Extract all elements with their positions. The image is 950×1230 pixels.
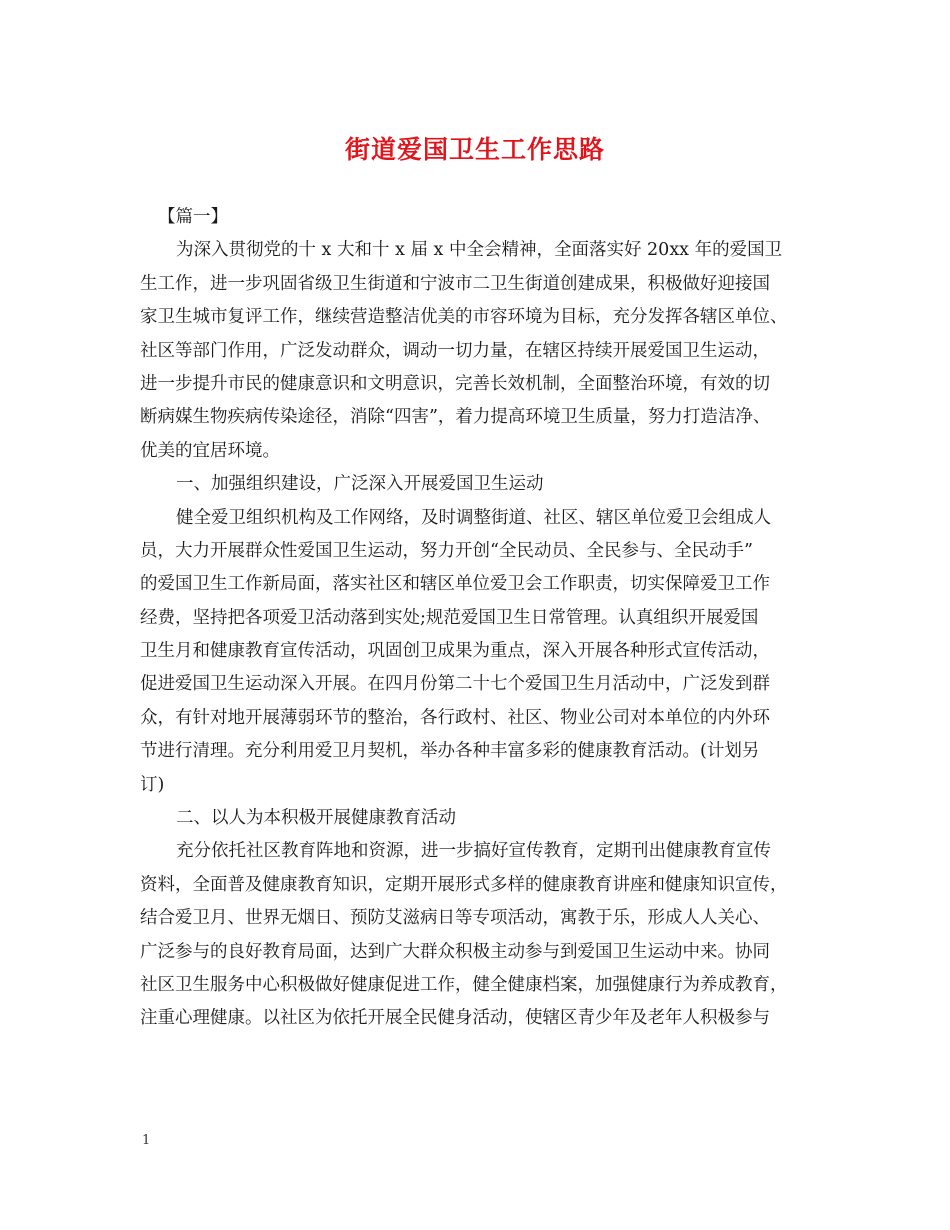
paragraph-line: 员，大力开展群众性爱国卫生运动，努力开创“全民动员、全民参与、全民动手”	[140, 540, 753, 561]
section-label: 【篇一】	[158, 207, 228, 227]
paragraph-line: 健全爱卫组织机构及工作网络，及时调整街道、社区、辖区单位爱卫会组成人	[176, 507, 771, 528]
paragraph-line: 注重心理健康。以社区为依托开展全民健身活动，使辖区青少年及老年人积极参与	[140, 1008, 770, 1029]
page-number: 1	[142, 1133, 151, 1148]
section-heading: 一、加强组织建设，广泛深入开展爱国卫生运动	[176, 474, 544, 495]
paragraph-line: 充分依托社区教育阵地和资源，进一步搞好宣传教育，定期刊出健康教育宣传	[176, 841, 771, 862]
paragraph-line: 为深入贯彻党的十 x 大和十 x 届 x 中全会精神，全面落实好 20xx 年的爱国卫	[176, 240, 783, 261]
paragraph-line: 广泛参与的良好教育局面，达到广大群众积极主动参与到爱国卫生运动中来。协同	[140, 941, 770, 962]
paragraph-line: 的爱国卫生工作新局面，落实社区和辖区单位爱卫会工作职责，切实保障爱卫工作	[140, 574, 770, 595]
paragraph-line: 社区卫生服务中心积极做好健康促进工作，健全健康档案，加强健康行为养成教育，	[140, 974, 788, 995]
paragraph-line: 进一步提升市民的健康意识和文明意识，完善长效机制，全面整治环境，有效的切	[140, 373, 770, 394]
paragraph-line: 优美的宜居环境。	[140, 440, 280, 461]
paragraph-line: 经费，坚持把各项爱卫活动落到实处;规范爱国卫生日常管理。认真组织开展爱国	[140, 607, 759, 628]
paragraph-line: 众，有针对地开展薄弱环节的整治，各行政村、社区、物业公司对本单位的内外环	[140, 707, 770, 728]
paragraph-line: 家卫生城市复评工作，继续营造整洁优美的市容环境为目标，充分发挥各辖区单位、	[140, 307, 788, 328]
paragraph-line: 资料，全面普及健康教育知识，定期开展形式多样的健康教育讲座和健康知识宣传，	[140, 874, 788, 895]
paragraph-line: 促进爱国卫生运动深入开展。在四月份第二十七个爱国卫生月活动中，广泛发到群	[140, 674, 770, 695]
paragraph-line: 节进行清理。充分利用爱卫月契机，举办各种丰富多彩的健康教育活动。(计划另	[140, 741, 760, 762]
paragraph-line: 结合爱卫月、世界无烟日、预防艾滋病日等专项活动，寓教于乐，形成人人关心、	[140, 908, 770, 929]
section-heading: 二、以人为本积极开展健康教育活动	[176, 808, 456, 829]
paragraph-line: 断病媒生物疾病传染途径，消除“四害”，着力提高环境卫生质量，努力打造洁净、	[140, 407, 771, 428]
paragraph-line: 订)	[140, 774, 165, 795]
document-title: 街道爱国卫生工作思路	[344, 135, 605, 164]
paragraph-line: 生工作，进一步巩固省级卫生街道和宁波市二卫生街道创建成果，积极做好迎接国	[140, 273, 770, 294]
document-body	[140, 201, 812, 1036]
paragraph-line: 社区等部门作用，广泛发动群众，调动一切力量，在辖区持续开展爱国卫生运动，	[140, 340, 770, 361]
paragraph-line: 卫生月和健康教育宣传活动，巩固创卫成果为重点，深入开展各种形式宣传活动，	[140, 641, 770, 662]
